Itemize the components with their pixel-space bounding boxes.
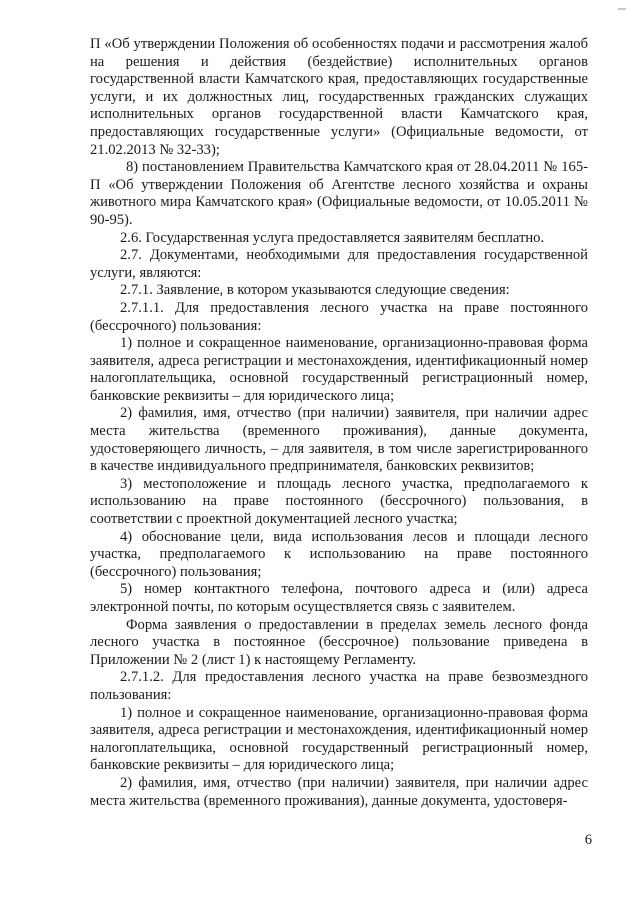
list-item-1-legal-entity-gratuitous: 1) полное и сокращенное наименование, организационно-правовая форма заявителя, адреса регистрации и местонахождения, идентификационный номер налогоплательщика, основной государственный регистрационный номер, банковские реквизиты – для юридического лица;	[90, 704, 588, 774]
scan-artifact	[618, 8, 626, 10]
paragraph-application-form: Форма заявления о предоставлении в пределах земель лесного фонда лесного участка в постоянное (бессрочное) пользование приведена в Приложении № 2 (лист 1) к настоящему Регламенту.	[90, 616, 588, 668]
paragraph-2-7-1-1: 2.7.1.1. Для предоставления лесного участка на праве постоянного (бессрочного) пользования:	[90, 299, 588, 334]
list-item-3-location-area: 3) местоположение и площадь лесного участка, предполагаемого к использованию на праве постоянного (бессрочного) пользования, в соответствии с проектной документацией лесного участка;	[90, 475, 588, 528]
paragraph-2-7-1-2: 2.7.1.2. Для предоставления лесного участка на праве безвозмездного пользования:	[90, 669, 588, 703]
page-number: 6	[584, 832, 592, 848]
paragraph-2-7: 2.7. Документами, необходимыми для предоставления государственной услуги, являются:	[90, 247, 588, 281]
paragraph-2-7-1: 2.7.1. Заявление, в котором указываются следующие сведения:	[120, 282, 510, 299]
paragraph-2-6: 2.6. Государственная услуга предоставляется заявителям бесплатно.	[120, 229, 545, 246]
paragraph-item-8-resolution: 8) постановлением Правительства Камчатского края от 28.04.2011 № 165-П «Об утверждении Положения об Агентстве лесного хозяйства и охраны животного мира Камчатского края» (Официальные ведомости, от 10.05.2011 № 90-95).	[90, 159, 588, 228]
list-item-5-contacts: 5) номер контактного телефона, почтового адреса и (или) адреса электронной почты, по которым осуществляется связь с заявителем.	[90, 581, 588, 615]
list-item-1-legal-entity: 1) полное и сокращенное наименование, организационно-правовая форма заявителя, адреса регистрации и местонахождения, идентификационный номер налогоплательщика, основной государственный регистрационный номер, банковские реквизиты – для юридического лица;	[90, 335, 588, 404]
paragraph-complaints-regulation: П «Об утверждении Положения об особенностях подачи и рассмотрения жалоб на решения и действия (бездействие) исполнительных органов государственной власти Камчатского края, предоставляющих государственные услуги, и их должностных лиц, государственных гражданских служащих исполнительных органов государственной власти Камчатского края, предоставляющих государственные услуги» (Официальные ведомости, от 21.02.2013 № 32-33);	[90, 36, 588, 158]
list-item-4-justification: 4) обоснование цели, вида использования лесов и площади лесного участка, предполагаемого к использованию на праве постоянного (бессрочного) пользования;	[90, 528, 588, 580]
list-item-2-individual-gratuitous: 2) фамилия, имя, отчество (при наличии) заявителя, при наличии адрес места жительства (временного проживания), данные документа, удостоверя-	[90, 774, 588, 809]
document-body	[90, 36, 588, 810]
list-item-2-individual: 2) фамилия, имя, отчество (при наличии) заявителя, при наличии адрес места жительства (временного проживания), данные документа, удостоверяющего личность, – для заявителя, в том числе зарегистрированного в качестве индивидуального предпринимателя, банковских реквизитов;	[90, 405, 588, 475]
